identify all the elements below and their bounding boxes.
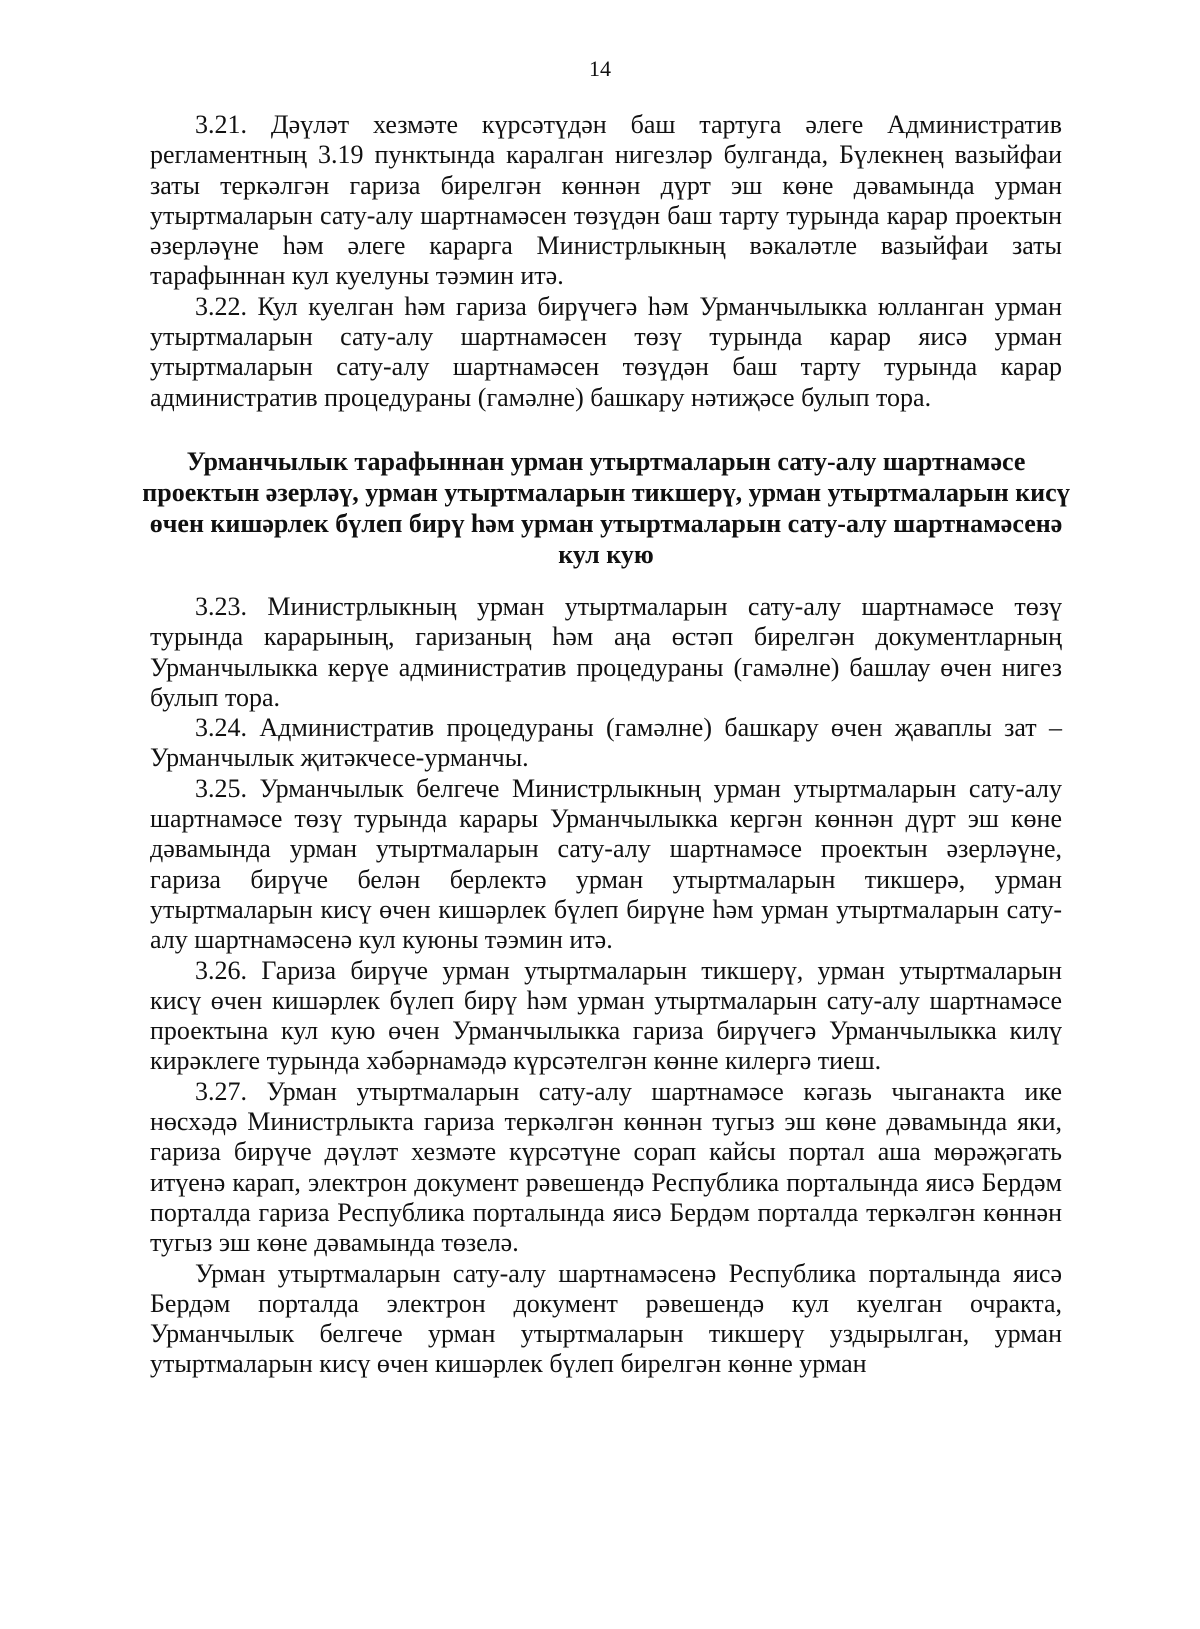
paragraph-3-23: 3.23. Министрлыкның урман утыртмаларын сату-алу шартнамәсе төзү турында карарының, гаризаның һәм аңа өстәп бирелгән документларның Урманчылыкка керүе административ процедураны (гамәлне) башлау өчен нигез булып тора. xyxy=(150,592,1062,712)
paragraph-3-22: 3.22. Кул куелган һәм гариза бирүчегә һәм Урманчылыкка юлланган урман утыртмаларын сату-алу шартнамәсен төзү турында карар яисә урман утыртмаларын сату-алу шартнамәсен төзүдән баш тарту турында карар административ процедураны (гамәлне) башкару нәтиҗәсе булып тора. xyxy=(150,291,1062,412)
paragraphs-bottom xyxy=(150,592,1062,1380)
paragraph-3-21: 3.21. Дәүләт хезмәте күрсәтүдән баш тартуга әлеге Административ регламентның 3.19 пунктында каралган нигезләр булганда, Бүлекнең вазыйфаи заты теркәлгән гариза бирелгән көннән дүрт эш көне дәвамында урман утыртмаларын сату-алу шартнамәсен төзүдән баш тарту турында карар проектын әзерләүне һәм әлеге карарга Министрлыкның вәкаләтле вазыйфаи заты тарафыннан кул куелуны тәэмин итә. xyxy=(150,110,1062,291)
paragraph-3-26: 3.26. Гариза бирүче урман утыртмаларын тикшерү, урман утыртмаларын кисү өчен кишәрлек бүлеп бирү һәм урман утыртмаларын сату-алу шартнамәсе проектына кул кую өчен Урманчылыкка гариза бирүчегә Урманчылыкка килү кирәклеге турында хәбәрнамәдә күрсәтелгән көнне килергә тиеш. xyxy=(150,955,1062,1076)
section-heading: Урманчылык тарафыннан урман утыртмаларын сату-алу шартнамәсе проектын әзерләү, урман утыртмаларын тикшерү, урман утыртмаларын кисү өчен кишәрлек бүлеп бирү һәм урман утыртмаларын сату-алу шартнамәсенә кул кую xyxy=(142,447,1070,569)
paragraphs-top xyxy=(150,110,1062,413)
paragraph-3-25: 3.25. Урманчылык белгече Министрлыкның урман утыртмаларын сату-алу шартнамәсе төзү турында карары Урманчылыкка кергән көннән дүрт эш көне дәвамында урман утыртмаларын сату-алу шартнамәсе проектын әзерләүне, гариза бирүче белән берлектә урман утыртмаларын тикшерә, урман утыртмаларын кисү өчен кишәрлек бүлеп бирүне һәм урман утыртмаларын сату-алу шартнамәсенә кул куюны тәэмин итә. xyxy=(150,773,1062,955)
page-number: 14 xyxy=(589,56,611,81)
paragraph-3-24: 3.24. Административ процедураны (гамәлне) башкару өчен җаваплы зат – Урманчылык җитәкчесе-урманчы. xyxy=(150,713,1062,773)
paragraph-3-27-continued: Урман утыртмаларын сату-алу шартнамәсенә Республика порталында яисә Бердәм порталда электрон документ рәвешендә кул куелган очракта, Урманчылык белгече урман утыртмаларын тикшерү уздырылган, урман утыртмаларын кисү өчен кишәрлек бүлеп бирелгән көнне урман xyxy=(150,1258,1062,1379)
paragraph-3-27: 3.27. Урман утыртмаларын сату-алу шартнамәсе кәгазь чыганакта ике нөсхәдә Министрлыкта гариза теркәлгән көннән тугыз эш көне дәвамында яки, гариза бирүче дәүләт хезмәте күрсәтүне сорап кайсы портал аша мөрәҗәгать итүенә карап, электрон документ рәвешендә Республика порталында яисә Бердәм порталда гариза Республика порталында яисә Бердәм порталда теркәлгән көннән тугыз эш көне дәвамында төзелә. xyxy=(150,1076,1062,1258)
